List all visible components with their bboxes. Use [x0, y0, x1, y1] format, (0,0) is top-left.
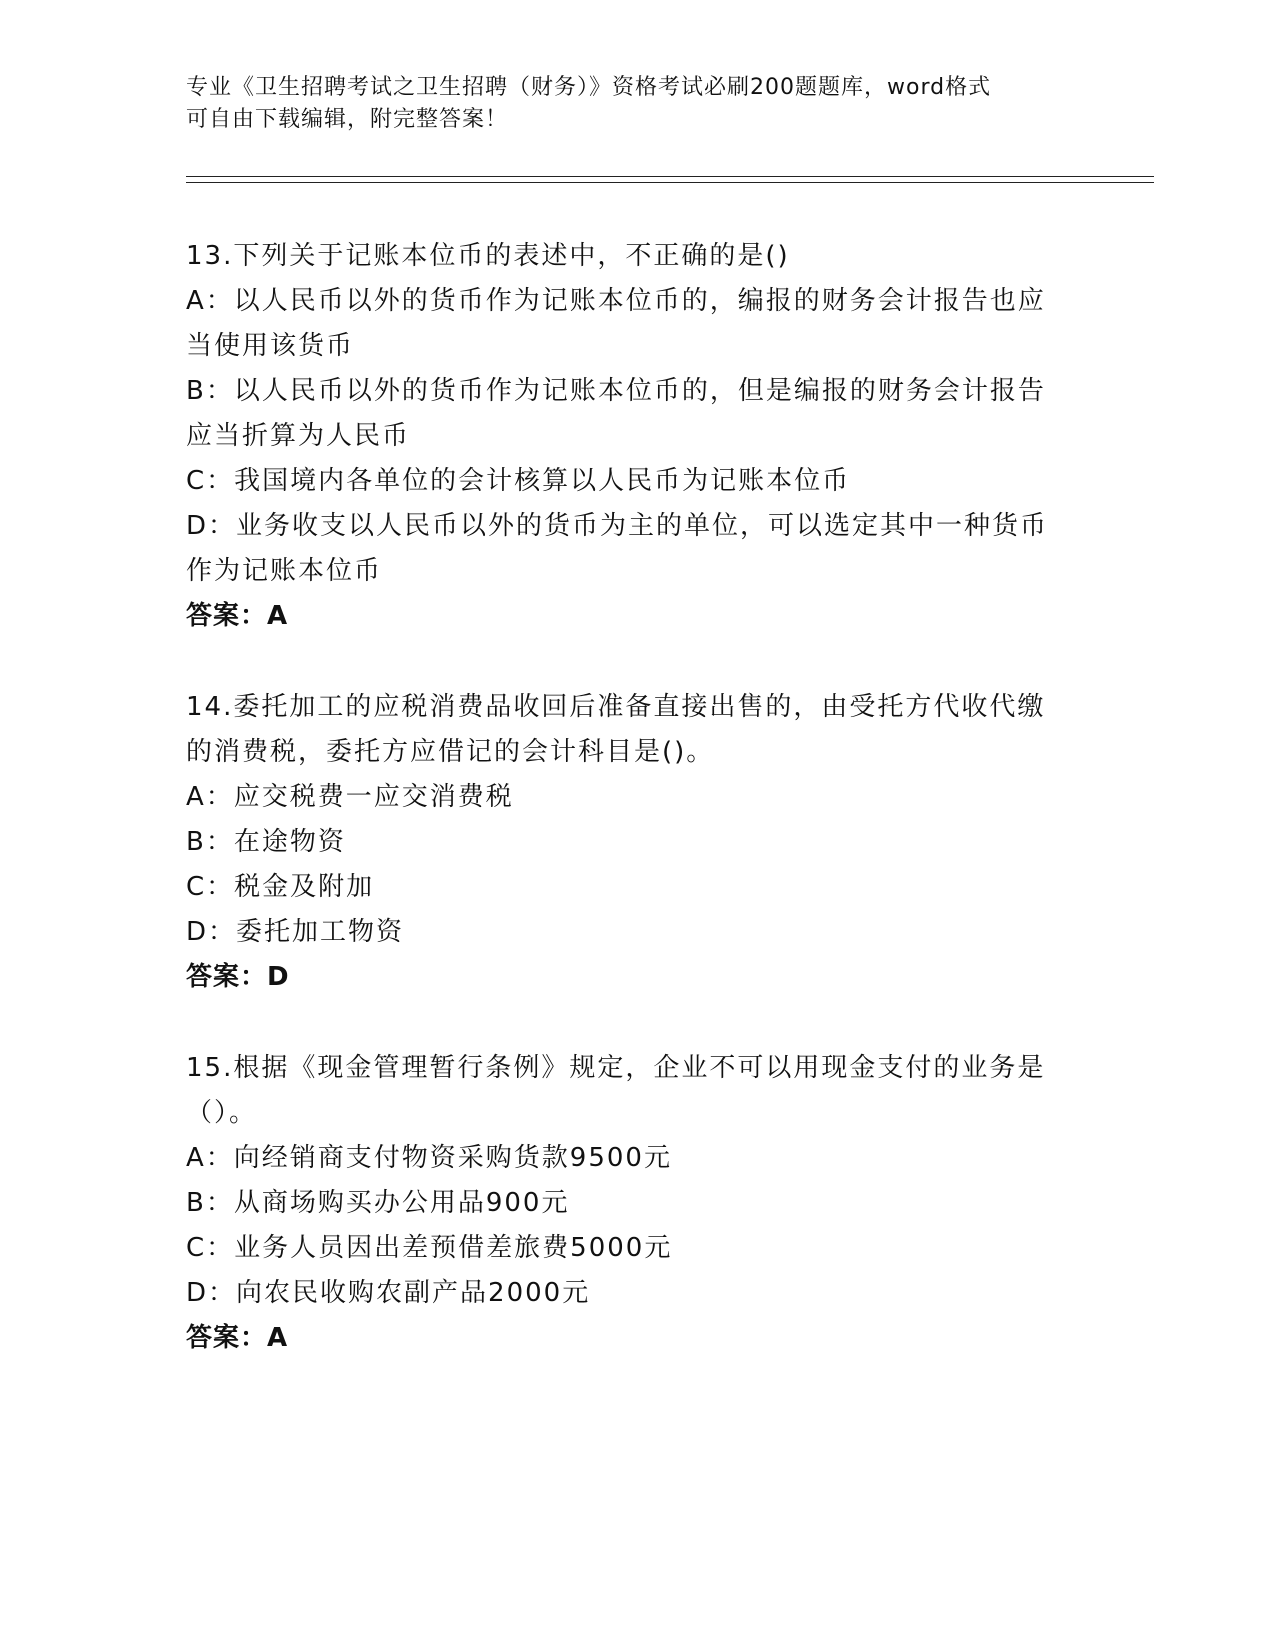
answer-key: 答案：D: [186, 962, 290, 992]
answer-option: D：委托加工物资: [186, 917, 405, 947]
answer-option: B：在途物资: [186, 827, 346, 857]
answer-option: C：我国境内各单位的会计核算以人民币为记账本位币: [186, 466, 851, 496]
answer-option: 应当折算为人民币: [186, 421, 411, 451]
question-stem: 13.下列关于记账本位币的表述中，不正确的是(): [186, 241, 790, 271]
answer-key: 答案：A: [186, 1323, 289, 1353]
answer-key: 答案：A: [186, 601, 289, 631]
answer-option: B：从商场购买办公用品900元: [186, 1188, 570, 1218]
question-block: [186, 234, 1086, 639]
header-divider: [186, 182, 1154, 183]
answer-option: C：税金及附加: [186, 872, 375, 902]
question-stem: （）。: [186, 1098, 258, 1128]
header-line: 可自由下载编辑，附完整答案！: [186, 107, 509, 132]
header-line: 专业《卫生招聘考试之卫生招聘（财务）》资格考试必刷200题题库，word格式: [186, 75, 992, 100]
answer-option: 作为记账本位币: [186, 556, 383, 586]
answer-option: A：以人民币以外的货币作为记账本位币的，编报的财务会计报告也应: [186, 286, 1046, 316]
answer-option: D：业务收支以人民币以外的货币为主的单位，可以选定其中一种货币: [186, 511, 1049, 541]
answer-option: 当使用该货币: [186, 331, 355, 361]
question-block: [186, 1046, 1086, 1361]
question-stem: 14.委托加工的应税消费品收回后准备直接出售的，由受托方代收代缴: [186, 692, 1046, 722]
answer-option: A：应交税费一应交消费税: [186, 782, 514, 812]
answer-option: C：业务人员因出差预借差旅费5000元: [186, 1233, 673, 1263]
answer-option: B：以人民币以外的货币作为记账本位币的，但是编报的财务会计报告: [186, 376, 1046, 406]
question-block: [186, 685, 1086, 1000]
question-stem: 的消费税，委托方应借记的会计科目是()。: [186, 737, 715, 767]
question-list: [186, 234, 1086, 1407]
answer-option: D：向农民收购农副产品2000元: [186, 1278, 591, 1308]
header-divider: [186, 176, 1154, 177]
document-header: [186, 72, 1086, 136]
answer-option: A：向经销商支付物资采购货款9500元: [186, 1143, 672, 1173]
question-stem: 15.根据《现金管理暂行条例》规定，企业不可以用现金支付的业务是: [186, 1053, 1046, 1083]
